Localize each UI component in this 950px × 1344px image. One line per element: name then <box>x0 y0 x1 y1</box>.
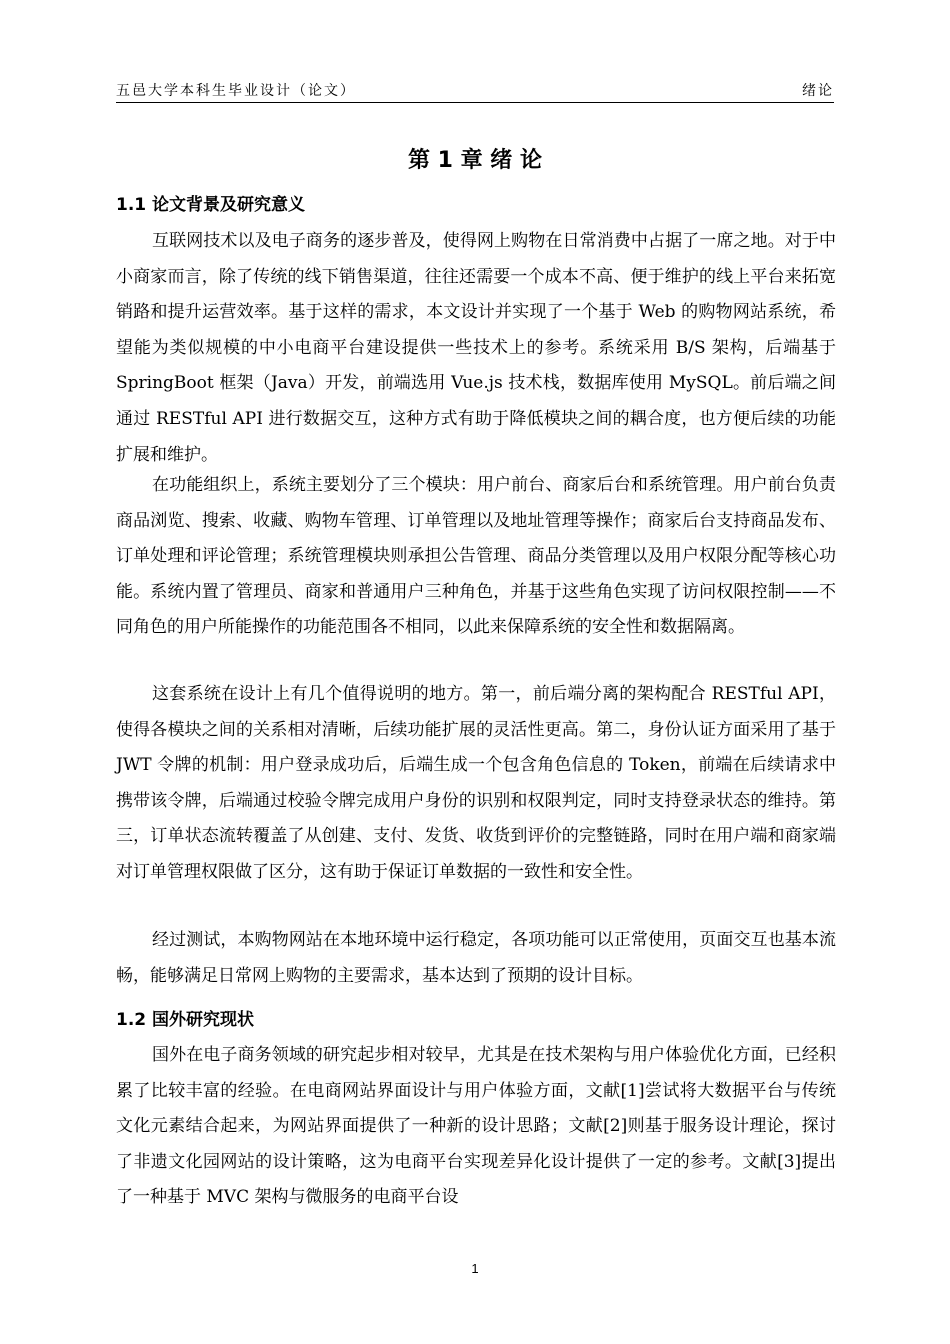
page-number: 1 <box>471 1261 479 1276</box>
chapter-title: 第 1 章 绪 论 <box>408 148 542 173</box>
header-chapter-name: 绪论 <box>802 83 834 99</box>
paragraph-background-1: 互联网技术以及电子商务的逐步普及，使得网上购物在日常消费中占据了一席之地。对于中小商家而言，除了传统的线下销售渠道，往往还需要一个成本不高、便于维护的线上平台来拓宽销路和提升运营效率。基于这样的需求，本文设计并实现了一个基于 Web 的购物网站系统，希望能为类似规模的中小电商平台建设提供一些技术上的参考。系统采用 B/S 架构，后端基于 SpringBoot 框架（Java）开发，前端选用 Vue.js 技术栈，数据库使用 MySQL。前后端之间通过 RESTful API 进行数据交互，这种方式有助于降低模块之间的耦合度，也方便后续的功能扩展和维护。 <box>116 231 836 465</box>
section-heading-1-1: 1.1 论文背景及研究意义 <box>116 195 306 215</box>
section-heading-1-2: 1.2 国外研究现状 <box>116 1010 255 1030</box>
paragraph-background-4: 经过测试，本购物网站在本地环境中运行稳定，各项功能可以正常使用，页面交互也基本流畅，能够满足日常网上购物的主要需求，基本达到了预期的设计目标。 <box>116 930 836 986</box>
page-header <box>116 78 834 103</box>
paragraph-foreign-research-1: 国外在电子商务领域的研究起步相对较早，尤其是在技术架构与用户体验优化方面，已经积累了比较丰富的经验。在电商网站界面设计与用户体验方面，文献[1]尝试将大数据平台与传统文化元素结合起来，为网站界面提供了一种新的设计思路；文献[2]则基于服务设计理论，探讨了非遗文化园网站的设计策略，这为电商平台实现差异化设计提供了一定的参考。文献[3]提出了一种基于 MVC 架构与微服务的电商平台设 <box>116 1045 836 1208</box>
paragraph-background-3: 这套系统在设计上有几个值得说明的地方。第一，前后端分离的架构配合 RESTful API，使得各模块之间的关系相对清晰，后续功能扩展的灵活性更高。第二，身份认证方面采用了基于 JWT 令牌的机制：用户登录成功后，后端生成一个包含角色信息的 Token，前端在后续请求中携带该令牌，后端通过校验令牌完成用户身份的识别和权限判定，同时支持登录状态的维持。第三，订单状态流转覆盖了从创建、支付、发货、收货到评价的完整链路，同时在用户端和商家端对订单管理权限做了区分，这有助于保证订单数据的一致性和安全性。 <box>116 684 836 882</box>
paragraph-background-2: 在功能组织上，系统主要划分了三个模块：用户前台、商家后台和系统管理。用户前台负责商品浏览、搜索、收藏、购物车管理、订单管理以及地址管理等操作；商家后台支持商品发布、订单处理和评论管理；系统管理模块则承担公告管理、商品分类管理以及用户权限分配等核心功能。系统内置了管理员、商家和普通用户三种角色，并基于这些角色实现了访问权限控制——不同角色的用户所能操作的功能范围各不相同，以此来保障系统的安全性和数据隔离。 <box>116 475 836 638</box>
header-school-title: 五邑大学本科生毕业设计（论文） <box>116 83 356 99</box>
